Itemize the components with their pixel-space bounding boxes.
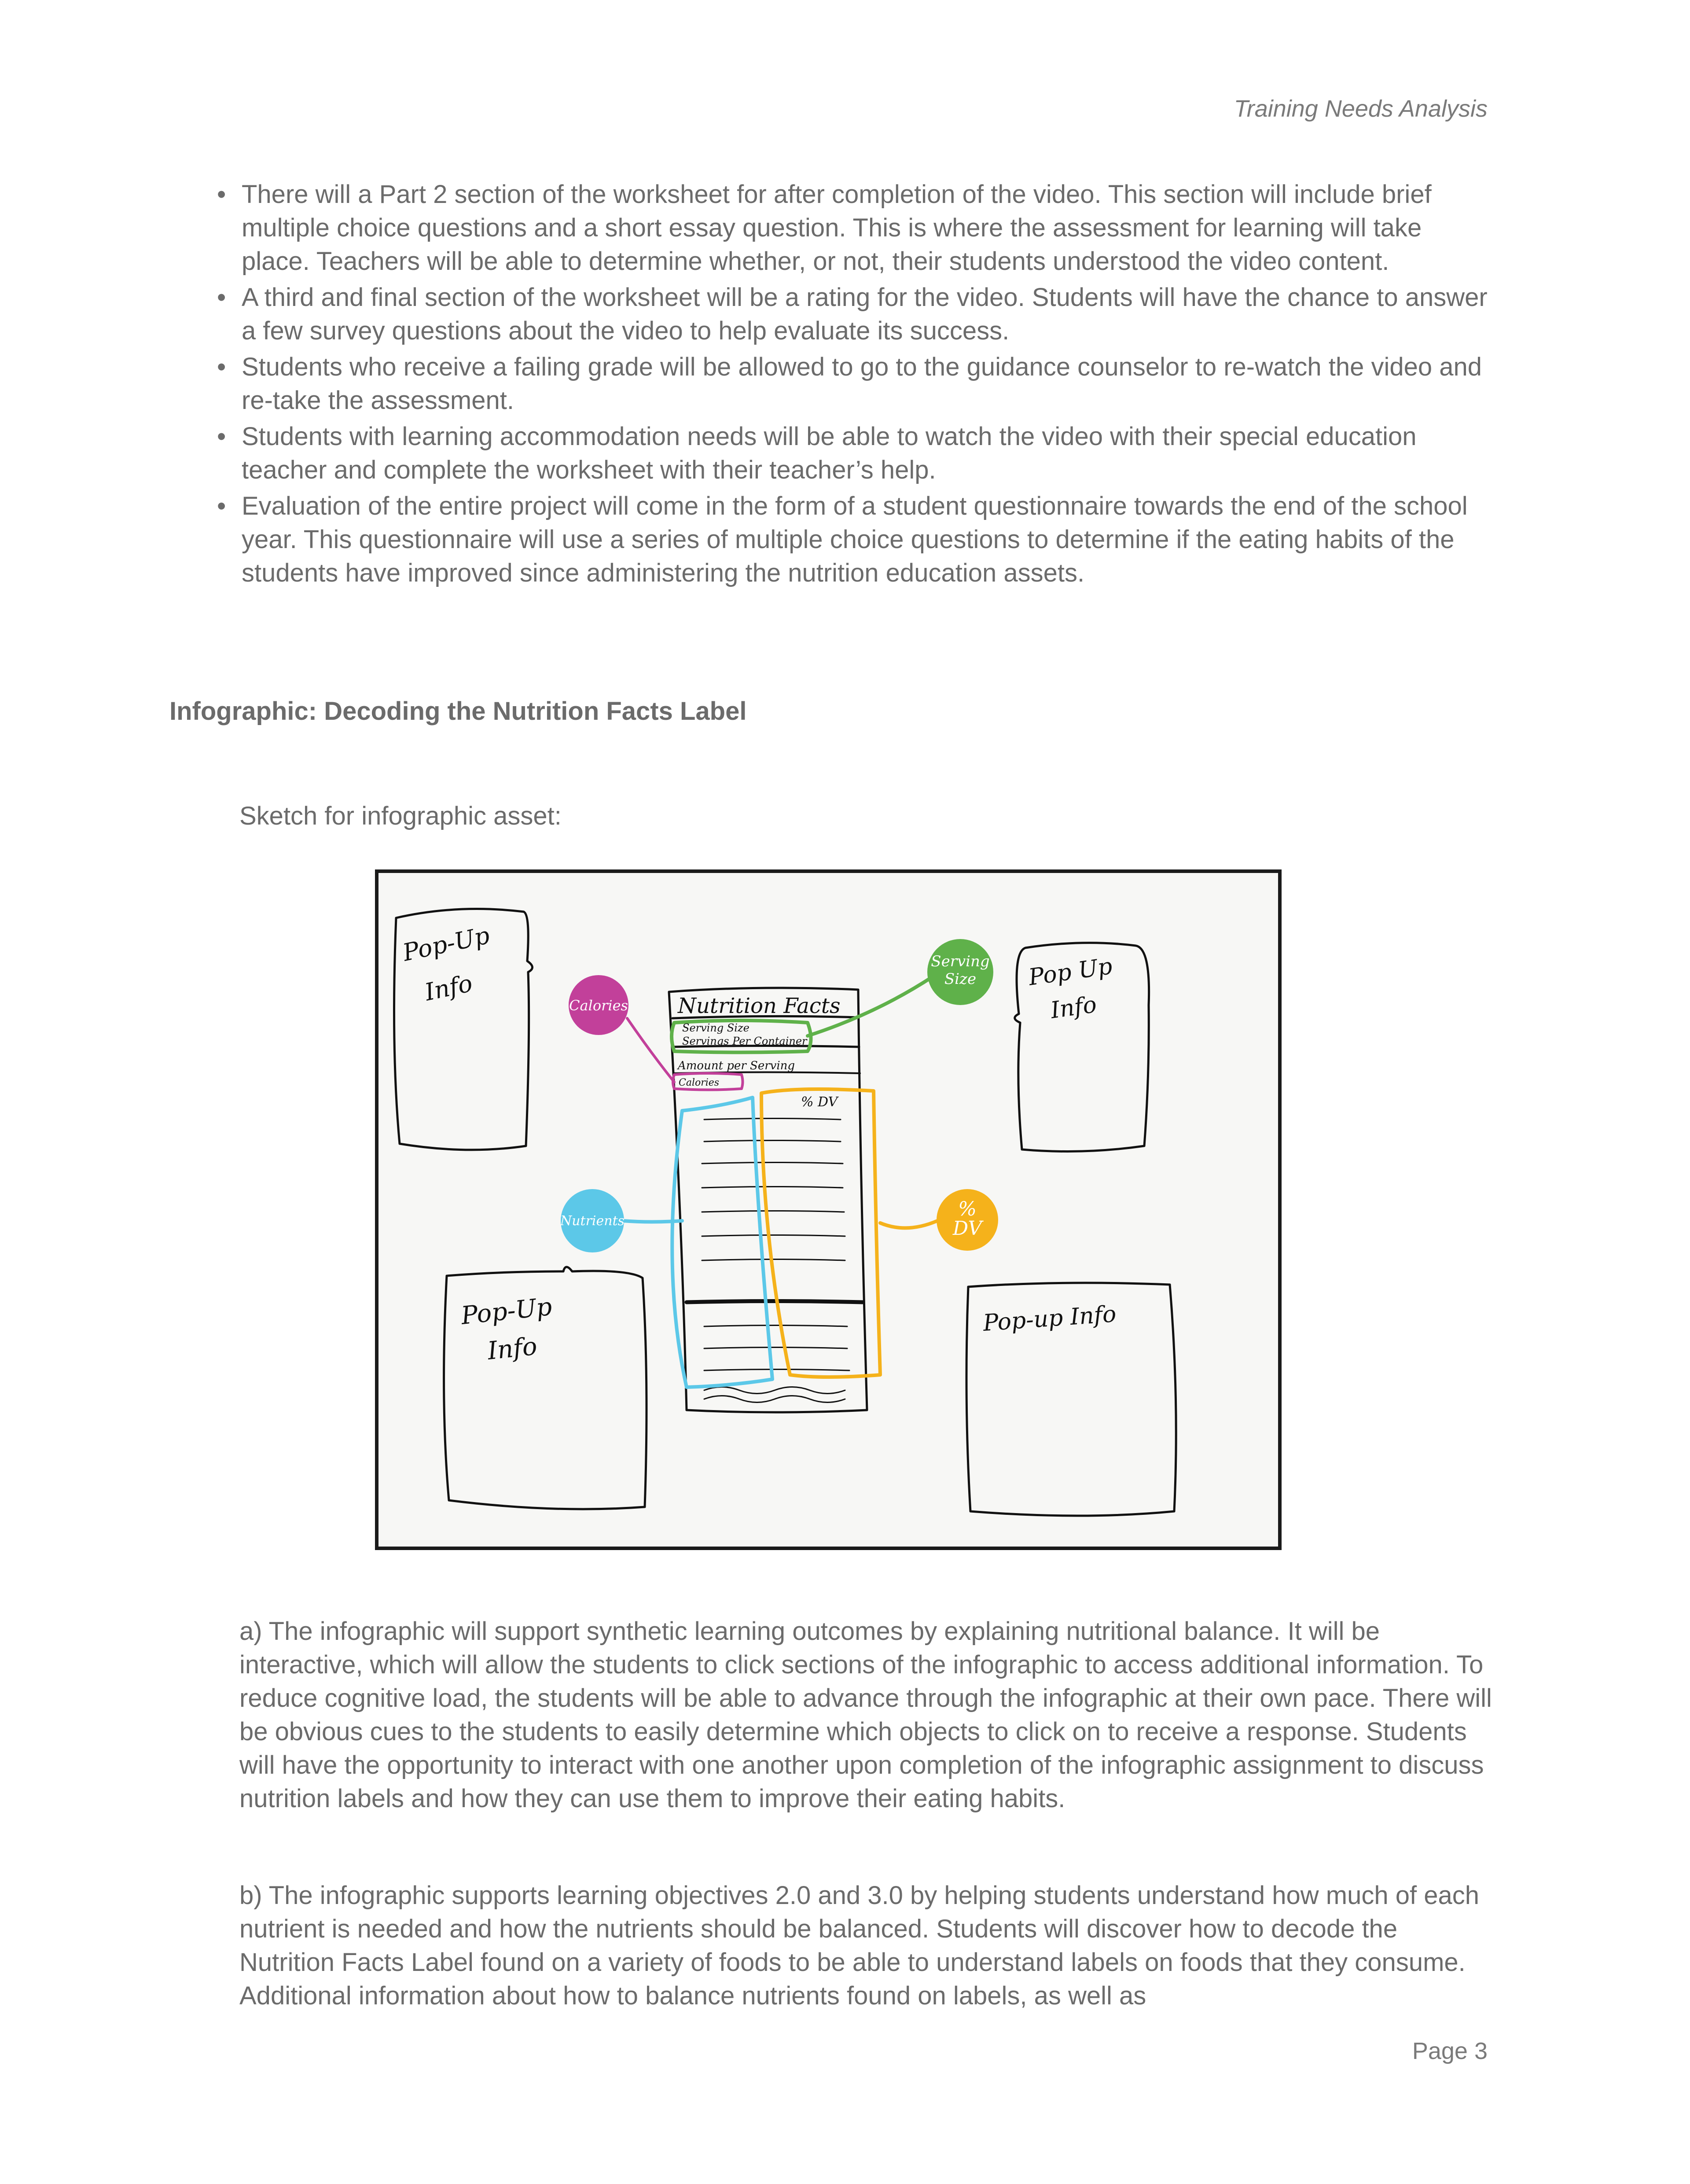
label-rule: [702, 1163, 843, 1164]
bullet-item: [217, 420, 1492, 487]
serving-bubble-text-line1: Serving: [931, 953, 990, 970]
label-rule: [704, 1141, 841, 1142]
label-rule: [704, 1348, 847, 1349]
bullet-text: Students with learning accommodation needs will be able to watch the video with their special education teacher and complete the worksheet with their teacher’s help.: [242, 422, 1417, 484]
label-calories: Calories: [679, 1077, 720, 1088]
label-amount-per-serving: Amount per Serving: [678, 1059, 795, 1072]
bullet-item: [217, 490, 1492, 590]
bullet-text: There will a Part 2 section of the worksheet for after completion of the video. This section will include brief multiple choice questions and a short essay question. This is where the assessment for learning will take place. Teachers will be able to determine whether, or not, their students understood the video content.: [242, 180, 1432, 276]
bullet-text: Evaluation of the entire project will come in the form of a student questionnaire towards the end of the school year. This questionnaire will use a series of multiple choice questions to determine if the eating habits of the students have improved since administering the nutrition education assets.: [242, 492, 1468, 587]
nutrition-label-title: Nutrition Facts: [678, 994, 841, 1018]
paragraph-b: b) The infographic supports learning objectives 2.0 and 3.0 by helping students understand how much of each nutrient is needed and how the nutrients should be balanced. Students will discover how to decode the Nutrition Facts Label found on a variety of foods to be able to understand labels on foods that they consume. Additional information about how to balance nutrients found on labels, as well as: [239, 1881, 1479, 2010]
label-rule: [704, 1326, 847, 1327]
label-rule: [702, 1211, 844, 1212]
label-rule: [702, 1235, 845, 1237]
bullet-dot: •: [217, 180, 226, 209]
label-squiggle: [704, 1396, 845, 1403]
bullet-dot: •: [217, 283, 226, 312]
sketch-drawing: [378, 873, 1278, 1547]
label-squiggle: [704, 1387, 845, 1394]
popup-top-right-line2: Info: [1049, 991, 1098, 1024]
label-thick-rule: [687, 1301, 863, 1303]
label-rule: [704, 1370, 849, 1371]
bullet-item: [217, 350, 1492, 417]
nutrients-connector: [623, 1221, 682, 1222]
dv-connector: [880, 1221, 937, 1228]
popup-bottom-right-text: Pop-up Info: [982, 1300, 1117, 1337]
infographic-sketch: [375, 869, 1282, 1550]
bullet-list: [217, 178, 1492, 593]
calories-bubble-text: Calories: [569, 997, 628, 1014]
label-rule: [702, 1260, 845, 1261]
serving-bubble-text-line2: Size: [944, 970, 977, 988]
bullet-item: [217, 281, 1492, 348]
popup-top-left-line2: Info: [422, 969, 475, 1006]
popup-bottom-left-line2: Info: [486, 1332, 539, 1366]
page-number: Page 3: [1412, 2038, 1488, 2064]
calories-connector: [627, 1018, 674, 1082]
sketch-caption: Sketch for infographic asset:: [239, 802, 562, 830]
running-header: Training Needs Analysis: [1234, 96, 1488, 122]
label-rule: [704, 1119, 841, 1120]
label-servings-per-container: Servings Per Container: [682, 1035, 807, 1047]
dv-bubble-text-line2: DV: [952, 1217, 982, 1240]
bullet-dot: •: [217, 492, 226, 520]
nutrients-bubble-text: Nutrients: [560, 1213, 625, 1229]
bullet-item: [217, 178, 1492, 278]
popup-top-left-line1: Pop-Up: [400, 921, 492, 967]
popup-bottom-left-line1: Pop-Up: [459, 1292, 554, 1330]
label-dv: % DV: [801, 1094, 838, 1110]
bullet-dot: •: [217, 353, 226, 381]
bullet-dot: •: [217, 422, 226, 451]
label-rule: [702, 1187, 843, 1188]
popup-top-right-line1: Pop Up: [1027, 953, 1114, 991]
section-heading: Infographic: Decoding the Nutrition Facts Label: [169, 697, 747, 726]
paragraph-a: a) The infographic will support synthetic learning outcomes by explaining nutritional balance. It will be interactive, which will allow the students to click sections of the infographic to access additional information. To reduce cognitive load, the students will be able to advance through the infographic at their own pace. There will be obvious cues to the students to easily determine which objects to click on to receive a response. Students will have the opportunity to interact with one another upon completion of the infographic assignment to discuss nutrition labels and how they can use them to improve their eating habits.: [239, 1617, 1492, 1813]
bullet-text: Students who receive a failing grade will be allowed to go to the guidance counselor to re-watch the video and re-take the assessment.: [242, 353, 1482, 415]
dv-bubble-text-line1: %: [958, 1198, 977, 1220]
label-serving-size: Serving Size: [682, 1022, 749, 1034]
bullet-text: A third and final section of the worksheet will be a rating for the video. Students will have the chance to answer a few survey questions about the video to help evaluate its success.: [242, 283, 1488, 345]
